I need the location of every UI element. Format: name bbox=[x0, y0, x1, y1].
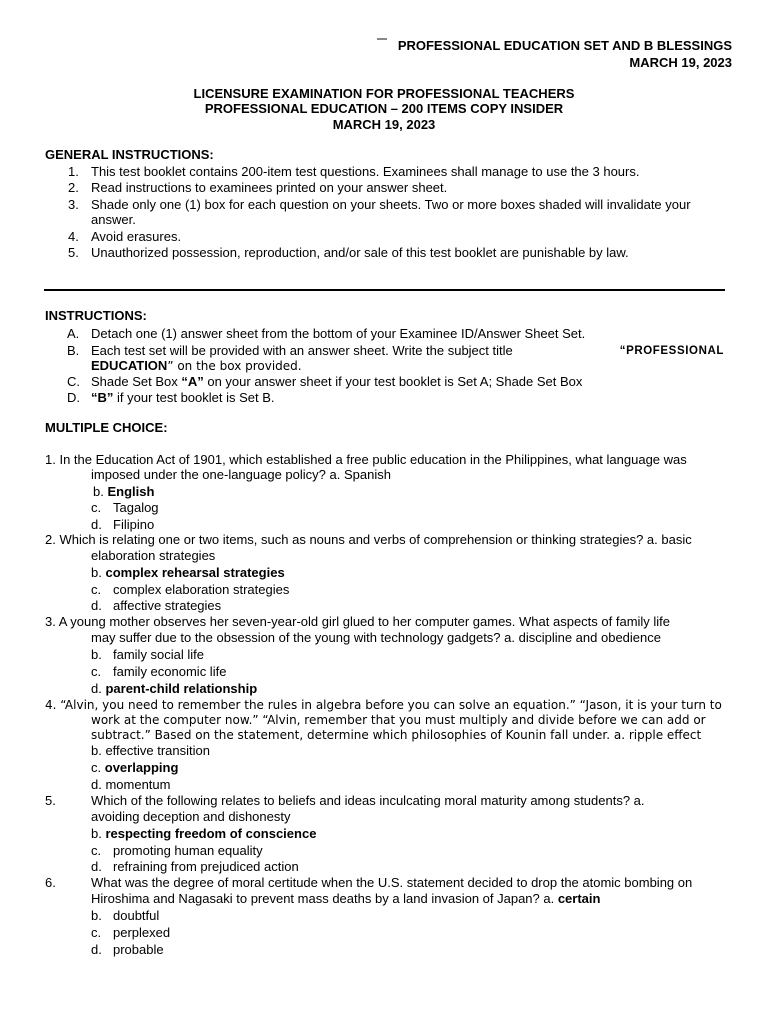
multiple-choice-heading: MULTIPLE CHOICE: bbox=[45, 420, 168, 435]
instr-text-b: Each test set will be provided with an answer sheet. Write the subject title bbox=[91, 343, 513, 358]
q5-line-1: Which of the following relates to beliefs and ideas inculcating moral maturity among students? a. bbox=[91, 793, 645, 808]
header-mark bbox=[377, 38, 387, 40]
gi-num-4: 4. bbox=[68, 229, 79, 244]
instr-line-d bbox=[91, 390, 275, 406]
q2-option-b bbox=[91, 565, 285, 581]
instr-num-b: B. bbox=[67, 343, 80, 358]
q1-option-b bbox=[93, 484, 154, 500]
instr-text-b-2: ” on the box provided. bbox=[167, 359, 302, 373]
instr-line-b bbox=[91, 343, 724, 359]
q1-option-c-num: c. bbox=[91, 500, 102, 515]
title-line-1: LICENSURE EXAMINATION FOR PROFESSIONAL TEACHERS bbox=[193, 86, 575, 101]
q1-line-1: 1. In the Education Act of 1901, which established a free public education in the Philippines, what language was bbox=[45, 452, 687, 467]
q6-option-c-num: c. bbox=[91, 925, 102, 940]
q6-line-2 bbox=[91, 891, 600, 907]
gi-num-2: 2. bbox=[68, 180, 79, 195]
q3-option-c-num: c. bbox=[91, 664, 102, 679]
q4-line-3 bbox=[91, 727, 701, 743]
q1-option-d-num: d. bbox=[91, 517, 102, 532]
q2-line-1: 2. Which is relating one or two items, such as nouns and verbs of comprehension or thinking strategies? a. basic bbox=[45, 532, 692, 547]
instr-bold-c: “A” bbox=[181, 374, 204, 389]
q5-option-c-num: c. bbox=[91, 843, 102, 858]
q2-option-c-text: complex elaboration strategies bbox=[113, 582, 290, 597]
instr-num-a: A. bbox=[67, 326, 80, 341]
q3-option-b-num: b. bbox=[91, 647, 102, 662]
q2-answer: complex rehearsal strategies bbox=[105, 565, 285, 580]
q1-answer: English bbox=[107, 484, 155, 499]
q5-line-2: avoiding deception and dishonesty bbox=[91, 809, 291, 824]
q6-option-b-text: doubtful bbox=[113, 908, 160, 923]
q6-num: 6. bbox=[45, 875, 56, 890]
q2-option-b-label: b. bbox=[91, 565, 102, 580]
instr-text-a: Detach one (1) answer sheet from the bottom of your Examinee ID/Answer Sheet Set. bbox=[91, 326, 586, 341]
gi-num-5: 5. bbox=[68, 245, 79, 260]
instr-num-d: D. bbox=[67, 390, 80, 405]
q3-answer: parent-child relationship bbox=[105, 681, 258, 696]
instr-text-c-1: Shade Set Box bbox=[91, 374, 182, 389]
q3-line-1: 3. A young mother observes her seven-year-old girl glued to her computer games. What aspects of family life bbox=[45, 614, 671, 629]
q1-line-2: imposed under the one-language policy? a. Spanish bbox=[91, 467, 391, 482]
header-line-2: MARCH 19, 2023 bbox=[629, 55, 732, 70]
instr-text-d: if your test booklet is Set B. bbox=[113, 390, 275, 405]
instr-bold-d: “B” bbox=[91, 390, 114, 405]
gi-text-3-cont: answer. bbox=[91, 212, 136, 227]
instr-bold-b-2: EDUCATION bbox=[91, 358, 168, 373]
instr-bold-b-1: “PROFESSIONAL bbox=[619, 345, 724, 357]
q1-option-d-text: Filipino bbox=[113, 517, 155, 532]
general-instructions-heading: GENERAL INSTRUCTIONS: bbox=[45, 147, 214, 162]
q3-option-d bbox=[91, 681, 257, 697]
q2-option-c-num: c. bbox=[91, 582, 102, 597]
q3-option-c-text: family economic life bbox=[113, 664, 227, 679]
q6-line-2-text: Hiroshima and Nagasaki to prevent mass deaths by a land invasion of Japan? a. bbox=[91, 891, 558, 906]
q4-option-c bbox=[91, 760, 178, 776]
q3-line-2: may suffer due to the obsession of the young with technology gadgets? a. discipline and obedience bbox=[91, 630, 661, 645]
q6-option-b-num: b. bbox=[91, 908, 102, 923]
gi-text-3: Shade only one (1) box for each question on your sheets. Two or more boxes shaded will invalidate your bbox=[91, 197, 691, 212]
header-line-1: PROFESSIONAL EDUCATION SET AND B BLESSINGS bbox=[397, 38, 732, 53]
gi-text-1: This test booklet contains 200-item test questions. Examinees shall manage to use the 3 hours. bbox=[91, 164, 640, 179]
q5-option-c-text: promoting human equality bbox=[113, 843, 263, 858]
gi-num-1: 1. bbox=[68, 164, 79, 179]
q2-option-d-num: d. bbox=[91, 598, 102, 613]
q5-option-b-label: b. bbox=[91, 826, 102, 841]
instr-text-c-2: on your answer sheet if your test booklet is Set A; Shade Set Box bbox=[203, 374, 583, 389]
instructions-heading: INSTRUCTIONS: bbox=[45, 308, 147, 323]
q6-option-d-num: d. bbox=[91, 942, 102, 957]
q3-option-d-label: d. bbox=[91, 681, 102, 696]
gi-text-2: Read instructions to examinees printed on your answer sheet. bbox=[91, 180, 448, 195]
q5-num: 5. bbox=[45, 793, 56, 808]
title-line-2: PROFESSIONAL EDUCATION – 200 ITEMS COPY INSIDER bbox=[204, 101, 564, 116]
q6-answer: certain bbox=[557, 891, 601, 906]
q4-line-2: work at the computer now.” “Alvin, remember that you must multiply and divide before we can add or bbox=[91, 713, 706, 727]
gi-text-4: Avoid erasures. bbox=[91, 229, 182, 244]
q1-option-c-text: Tagalog bbox=[113, 500, 159, 515]
q4-answer: overlapping bbox=[104, 760, 179, 775]
q3-option-b-text: family social life bbox=[113, 647, 205, 662]
instr-num-c: C. bbox=[67, 374, 80, 389]
section-divider bbox=[44, 289, 725, 291]
instr-line-b-2 bbox=[91, 358, 302, 374]
q6-line-1: What was the degree of moral certitude when the U.S. statement decided to drop the atomic bombing on bbox=[91, 875, 693, 890]
q5-option-d-text: refraining from prejudiced action bbox=[113, 859, 299, 874]
q6-option-c-text: perplexed bbox=[113, 925, 171, 940]
q5-option-d-num: d. bbox=[91, 859, 102, 874]
q4-line-1: 4. “Alvin, you need to remember the rules in algebra before you can solve an equation.” “Jason, it is your turn to bbox=[45, 698, 722, 712]
instr-line-c bbox=[91, 374, 582, 390]
q4-option-d: d. momentum bbox=[91, 777, 171, 792]
q4-option-b: b. effective transition bbox=[91, 743, 210, 758]
q2-line-2: elaboration strategies bbox=[91, 548, 216, 563]
q6-option-d-text: probable bbox=[113, 942, 164, 957]
title-line-3: MARCH 19, 2023 bbox=[332, 117, 436, 132]
q4-option-c-label: c. bbox=[91, 760, 102, 775]
q4-line-3-part: subtract.” Based on the statement, determine which philosophies of Kounin fall under. a. ripple effect bbox=[91, 728, 702, 742]
q1-option-b-label: b. bbox=[93, 484, 104, 499]
gi-text-5: Unauthorized possession, reproduction, and/or sale of this test booklet are punishable by law. bbox=[91, 245, 629, 260]
q2-option-d-text: affective strategies bbox=[113, 598, 222, 613]
gi-num-3: 3. bbox=[68, 197, 79, 212]
q5-answer: respecting freedom of conscience bbox=[105, 826, 317, 841]
q5-option-b bbox=[91, 826, 316, 842]
